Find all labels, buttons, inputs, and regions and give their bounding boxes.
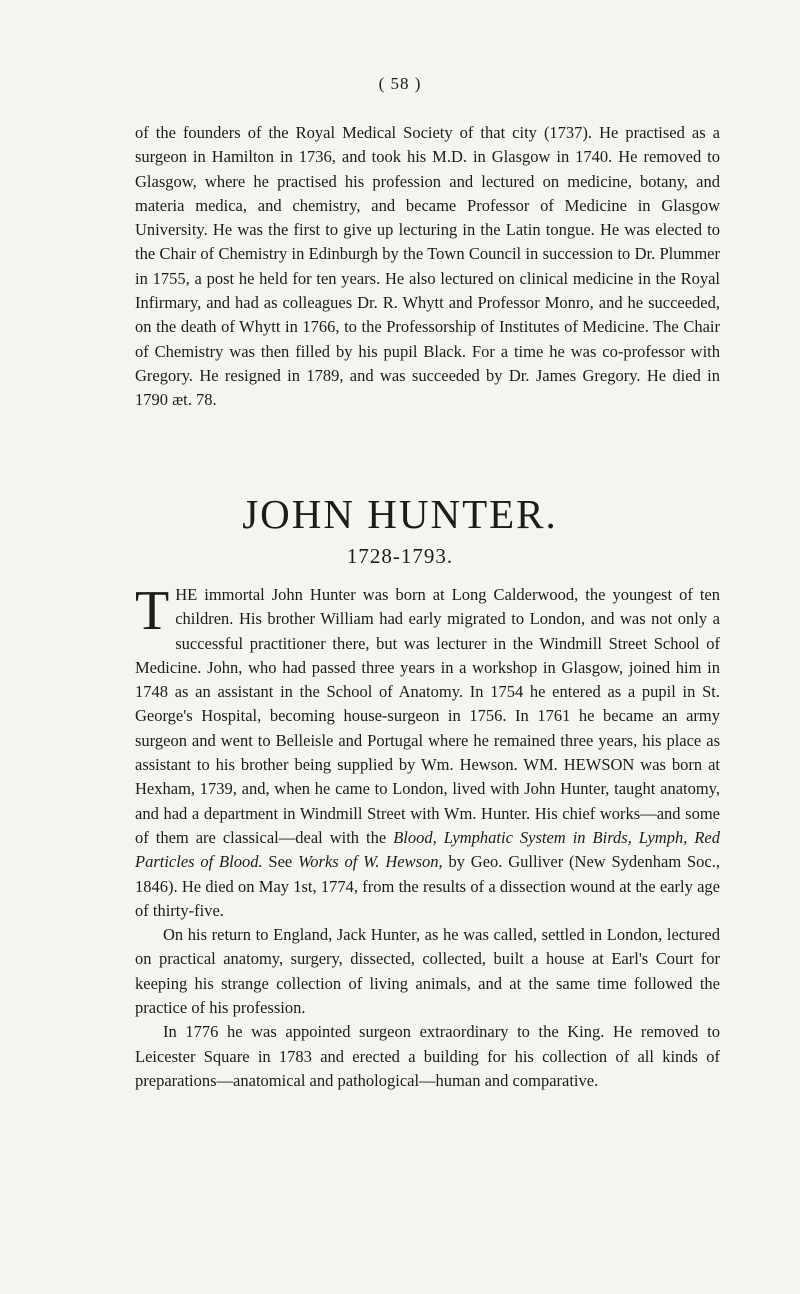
section-dates: 1728-1793. bbox=[346, 544, 454, 568]
bio-p1-text-b: See bbox=[262, 852, 299, 872]
bio-paragraph-1 bbox=[135, 580, 720, 923]
bio-paragraph-3: In 1776 he was appointed surgeon extraordinary to the King. He removed to Leicester Square in 1783 and erected a building for his collection of all kinds of preparations—anatomical and pathological—human and comparative. bbox=[135, 1022, 720, 1090]
section-title: JOHN HUNTER. bbox=[242, 491, 558, 537]
intro-paragraph-block bbox=[135, 121, 720, 413]
bio-paragraph-2: On his return to England, Jack Hunter, as he was called, settled in London, lectured on practical anatomy, surgery, dissected, collected, built a house at Earl's Court for keeping his strange collection of living animals, and at the same time followed the practice of his profession. bbox=[135, 925, 720, 1018]
page-number: ( 58 ) bbox=[378, 74, 422, 93]
intro-paragraph: of the founders of the Royal Medical Society of that city (1737). He practised as a surgeon in Hamilton in 1736, and took his M.D. in Glasgow in 1740. He removed to Glasgow, where he practised his profession and lectured on medicine, botany, and materia medica, and chemistry, and became Professor of Medicine in Glasgow University. He was the first to give up lecturing in the Latin tongue. He was elected to the Chair of Chemistry in Edinburgh by the Town Council in succession to Dr. Plummer in 1755, a post he held for ten years. He also lectured on clinical medicine in the Royal Infirmary, and had as colleagues Dr. R. Whytt and Professor Monro, and he succeeded, on the death of Whytt in 1766, to the Professorship of Institutes of Medicine. The Chair of Chemistry was then filled by his pupil Black. For a time he was co-professor with Gregory. He resigned in 1789, and was succeeded by Dr. James Gregory. He died in 1790 æt. 78. bbox=[135, 123, 720, 410]
drop-cap: T bbox=[135, 580, 170, 642]
bio-p1-italic-reference: Works of W. Hewson, bbox=[298, 852, 443, 872]
bio-p1-text-c: by Geo. Gulliver (New Sydenham Soc., 1846). He died on May 1st, 1774, from the results of a dissection wound at the early age of thirty-five. bbox=[135, 852, 720, 920]
bio-p1-text-a: HE immortal John Hunter was born at Long Calderwood, the youngest of ten children. His brother William had early migrated to London, and was not only a successful practitioner there, but was lecturer in the Windmill Street School of Medicine. John, who had passed three years in a workshop in Glasgow, joined him in 1748 as an assistant in the School of Anatomy. In 1754 he entered as a pupil in St. George's Hospital, becoming house-surgeon in 1756. In 1761 he became an army surgeon and went to Belleisle and Portugal where he remained three years, his place as assistant to his brother being supplied by Wm. Hewson. WM. HEWSON was born at Hexham, 1739, and, when he came to London, lived with John Hunter, taught anatomy, and had a department in Windmill Street with Wm. Hunter. His chief works—and some of them are classical—deal with the bbox=[135, 585, 720, 847]
bio-p1-italic-works: Blood, Lymphatic System in Birds, Lymph, Red Particles of Blood. bbox=[135, 827, 720, 872]
biography-text bbox=[135, 580, 720, 1093]
